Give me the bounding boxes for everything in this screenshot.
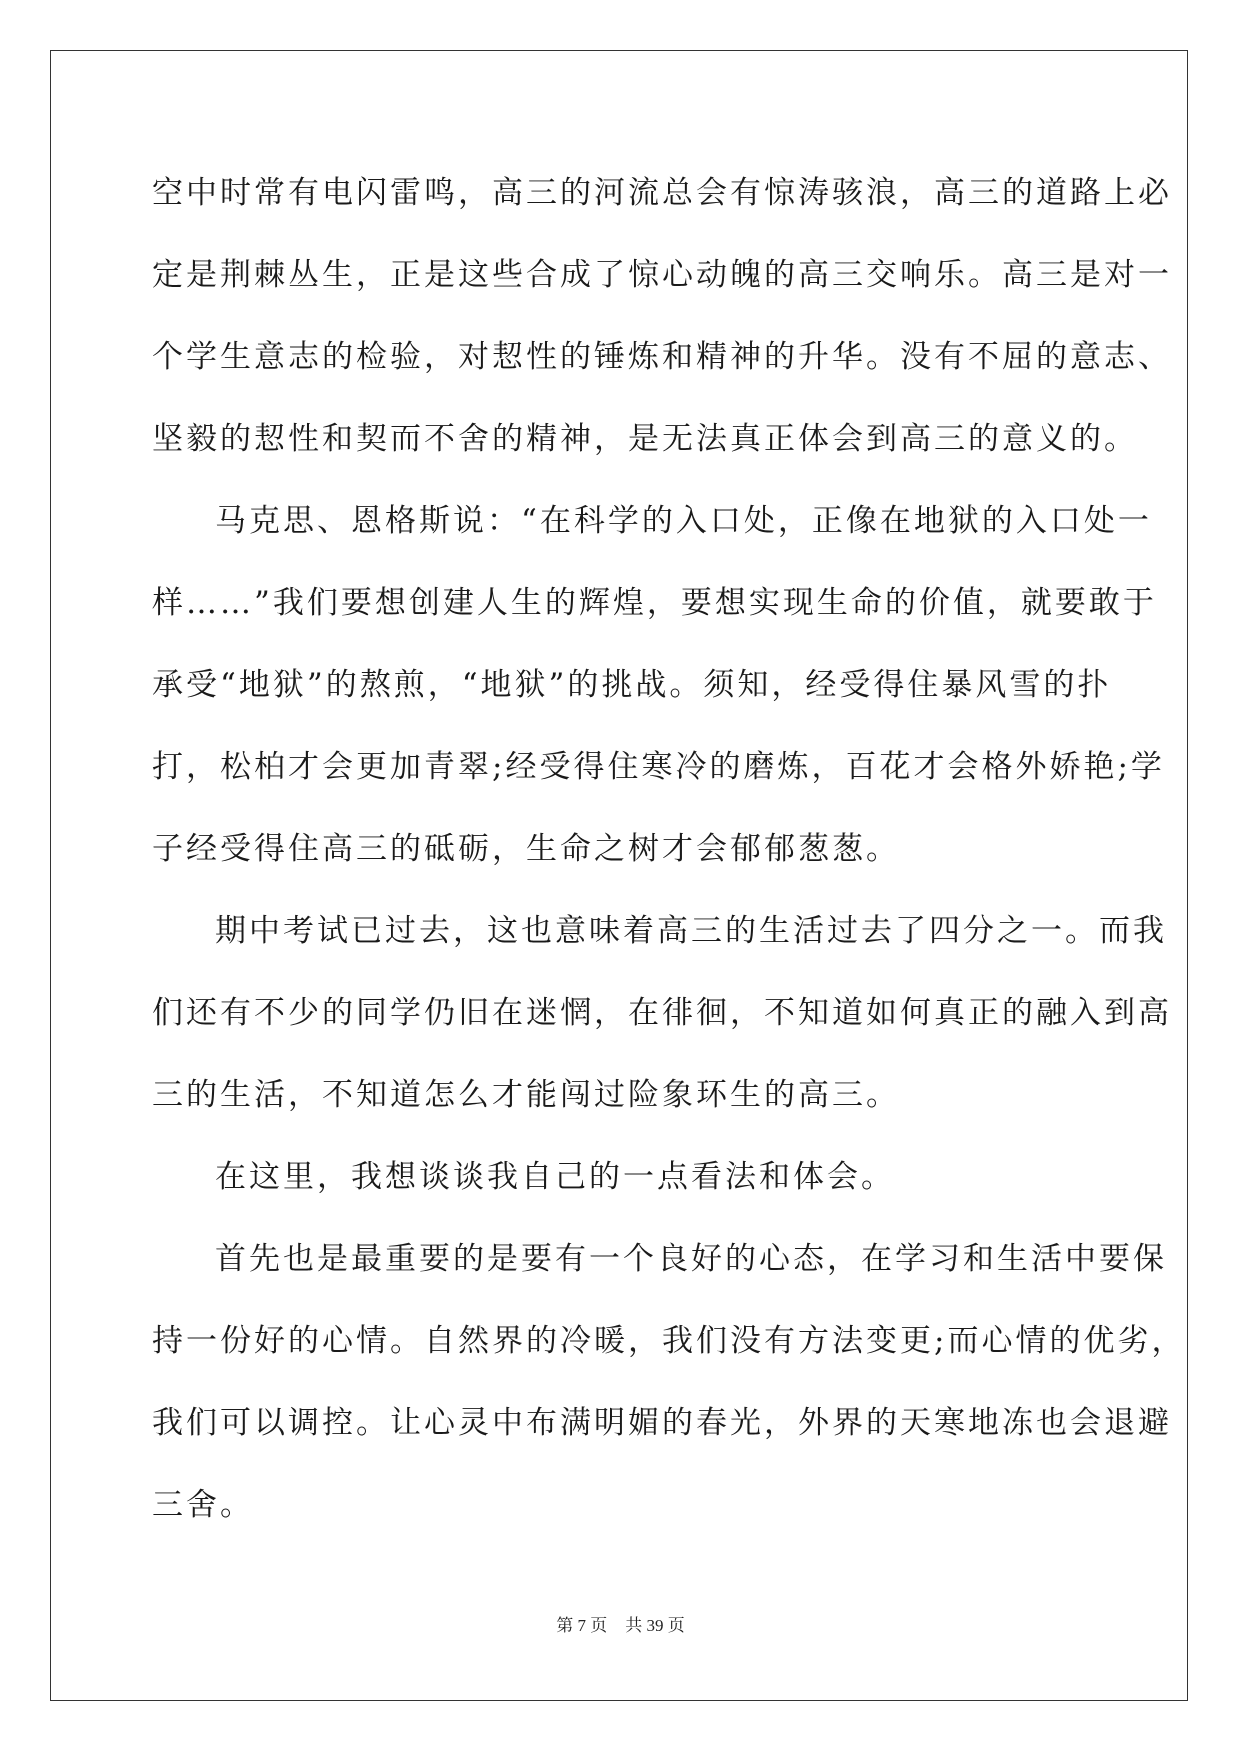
text-line: 马克思、恩格斯说：“在科学的入口处，正像在地狱的入口处一 xyxy=(215,503,1152,539)
page-border xyxy=(50,50,1188,1701)
text-line: 个学生意志的检验，对恝性的锤炼和精神的升华。没有不屈的意志、 xyxy=(152,339,1172,375)
page-footer xyxy=(0,1614,1241,1638)
text-line: 空中时常有电闪雷鸣，高三的河流总会有惊涛骇浪，高三的道路上必 xyxy=(152,175,1172,211)
text-line: 打，松柏才会更加青翠;经受得住寒冷的磨炼，百花才会格外娇艳;学 xyxy=(152,749,1165,785)
text-line: 期中考试已过去，这也意味着高三的生活过去了四分之一。而我 xyxy=(215,913,1167,949)
text-line: 子经受得住高三的砥砺，生命之树才会郁郁葱葱。 xyxy=(152,831,900,867)
page-total: 共 39 页 xyxy=(625,1616,685,1635)
text-line: 承受“地狱”的熬煎，“地狱”的挑战。须知，经受得住暴风雪的扑 xyxy=(152,667,1112,703)
text-line: 定是荆棘丛生，正是这些合成了惊心动魄的高三交响乐。高三是对一 xyxy=(152,257,1172,293)
page-number: 第 7 页 xyxy=(556,1616,608,1635)
text-line: 三的生活，不知道怎么才能闯过险象环生的高三。 xyxy=(152,1077,900,1113)
text-line: 们还有不少的同学仍旧在迷惘，在徘徊，不知道如何真正的融入到高 xyxy=(152,995,1172,1031)
text-line: 在这里，我想谈谈我自己的一点看法和体会。 xyxy=(215,1159,895,1195)
text-line: 我们可以调控。让心灵中布满明媚的春光，外界的天寒地冻也会退避 xyxy=(152,1405,1172,1441)
text-line: 坚毅的恝性和契而不舍的精神，是无法真正体会到高三的意义的。 xyxy=(152,421,1138,457)
text-line: 持一份好的心情。自然界的冷暖，我们没有方法变更;而心情的优劣， xyxy=(152,1323,1186,1359)
text-line: 样……”我们要想创建人生的辉煌，要想实现生命的价值，就要敢于 xyxy=(152,585,1157,621)
text-line: 三舍。 xyxy=(152,1487,254,1523)
text-line: 首先也是最重要的是要有一个良好的心态，在学习和生活中要保 xyxy=(215,1241,1167,1277)
